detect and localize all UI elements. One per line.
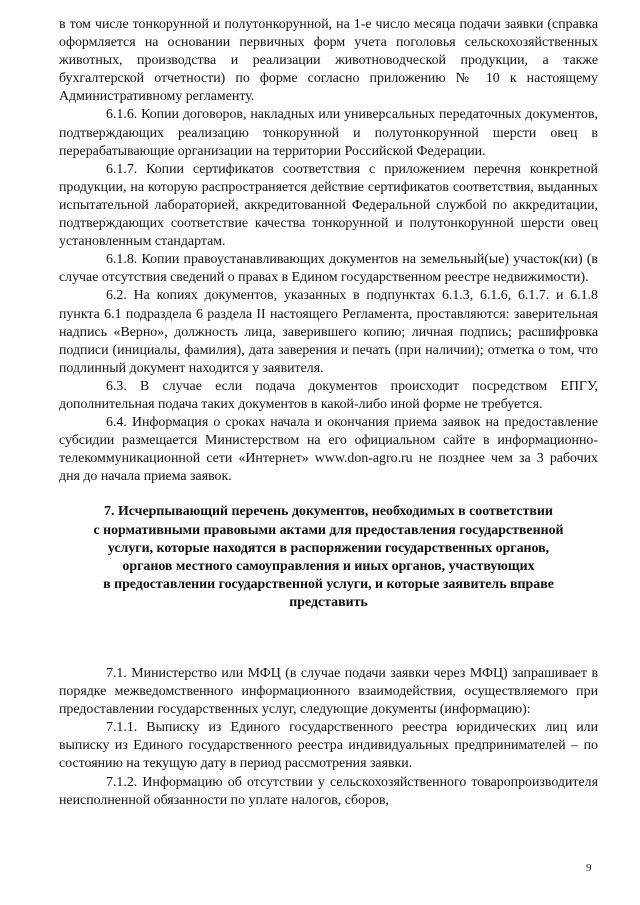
- paragraph-p-64: 6.4. Информация о сроках начала и окончания приема заявок на предоставление субсидии размещается Министерством на его официальном сайте в информационно-телекоммуникационной сети «Интернет» www.don-agro.ru не позднее чем за 3 рабочих дня до начала приема заявок.: [59, 415, 598, 485]
- document-body-bottom: [59, 665, 598, 810]
- section-spacer: [59, 612, 598, 665]
- page-number: 9: [586, 862, 592, 874]
- heading-line: с нормативными правовыми актами для предоставления государственной: [93, 522, 564, 538]
- paragraph-p-617: 6.1.7. Копии сертификатов соответствия с приложением перечня конкретной продукции, на которую распространяется действие сертификатов соответствия, выданных испытательной лабораторией, аккредитованной Федеральной службой по аккредитации, подтверждающих соответствие качества тонкорунной и полутонкорунной шерсти овец установленным стандартам.: [59, 161, 598, 250]
- paragraph-p-711: 7.1.1. Выписку из Единого государственного реестра юридических лиц или выписку из Единого государственного реестра индивидуальных предпринимателей – по состоянию на текущую дату в период рассмотрения заявки.: [59, 720, 598, 772]
- paragraph-p-712: 7.1.2. Информацию об отсутствии у сельскохозяйственного товаропроизводителя неисполненной обязанности по уплате налогов, сборов,: [59, 774, 598, 808]
- document-body-top: [59, 16, 598, 486]
- paragraph-p-cont: в том числе тонкорунной и полутонкорунной, на 1-е число месяца подачи заявки (справка оформляется на основании первичных форм учета поголовья сельскохозяйственных животных, производства и реализации животноводческой продукции, а также бухгалтерской отчетности) по форме согласно приложению № 10 к настоящему Административному регламенту.: [59, 17, 598, 105]
- paragraph-p-71: 7.1. Министерство или МФЦ (в случае подачи заявки через МФЦ) запрашивает в порядке межведомственного информационного взаимодействия, осуществляемого при предоставлении государственных услуг, следующие документы (информацию):: [59, 666, 598, 718]
- heading-line: в предоставлении государственной услуги, и которые заявитель вправе: [103, 576, 554, 592]
- heading-line: 7. Исчерпывающий перечень документов, необходимых в соответствии: [104, 504, 553, 520]
- heading-line: представить: [289, 594, 368, 610]
- document-page: [59, 16, 598, 810]
- paragraph-p-62: 6.2. На копиях документов, указанных в подпунктах 6.1.3, 6.1.6, 6.1.7. и 6.1.8 пункта 6.1 подраздела 6 раздела II настоящего Регламента, проставляются: заверительная надпись «Верно», должность лица, заверившего копию; личная подпись; расшифровка подписи (инициалы, фамилия), дата заверения и печать (при наличии); отметка о том, что подлинный документ находится у заявителя.: [59, 288, 598, 376]
- paragraph-p-618: 6.1.8. Копии правоустанавливающих документов на земельный(ые) участок(ки) (в случае отсутствия сведений о правах в Едином государственном реестре недвижимости).: [59, 252, 598, 286]
- heading-line: услуги, которые находятся в распоряжении государственных органов,: [107, 540, 550, 556]
- heading-line: органов местного самоуправления и иных органов, участвующих: [122, 558, 535, 574]
- paragraph-p-616: 6.1.6. Копии договоров, накладных или универсальных передаточных документов, подтверждающих реализацию тонкорунной и полутонкорунной шерсти овец в перерабатывающие организации на территории Российской Федерации.: [59, 107, 598, 159]
- paragraph-p-63: 6.3. В случае если подача документов происходит посредством ЕПГУ, дополнительная подача таких документов в какой-либо иной форме не требуется.: [59, 378, 598, 412]
- section-heading: [59, 503, 598, 612]
